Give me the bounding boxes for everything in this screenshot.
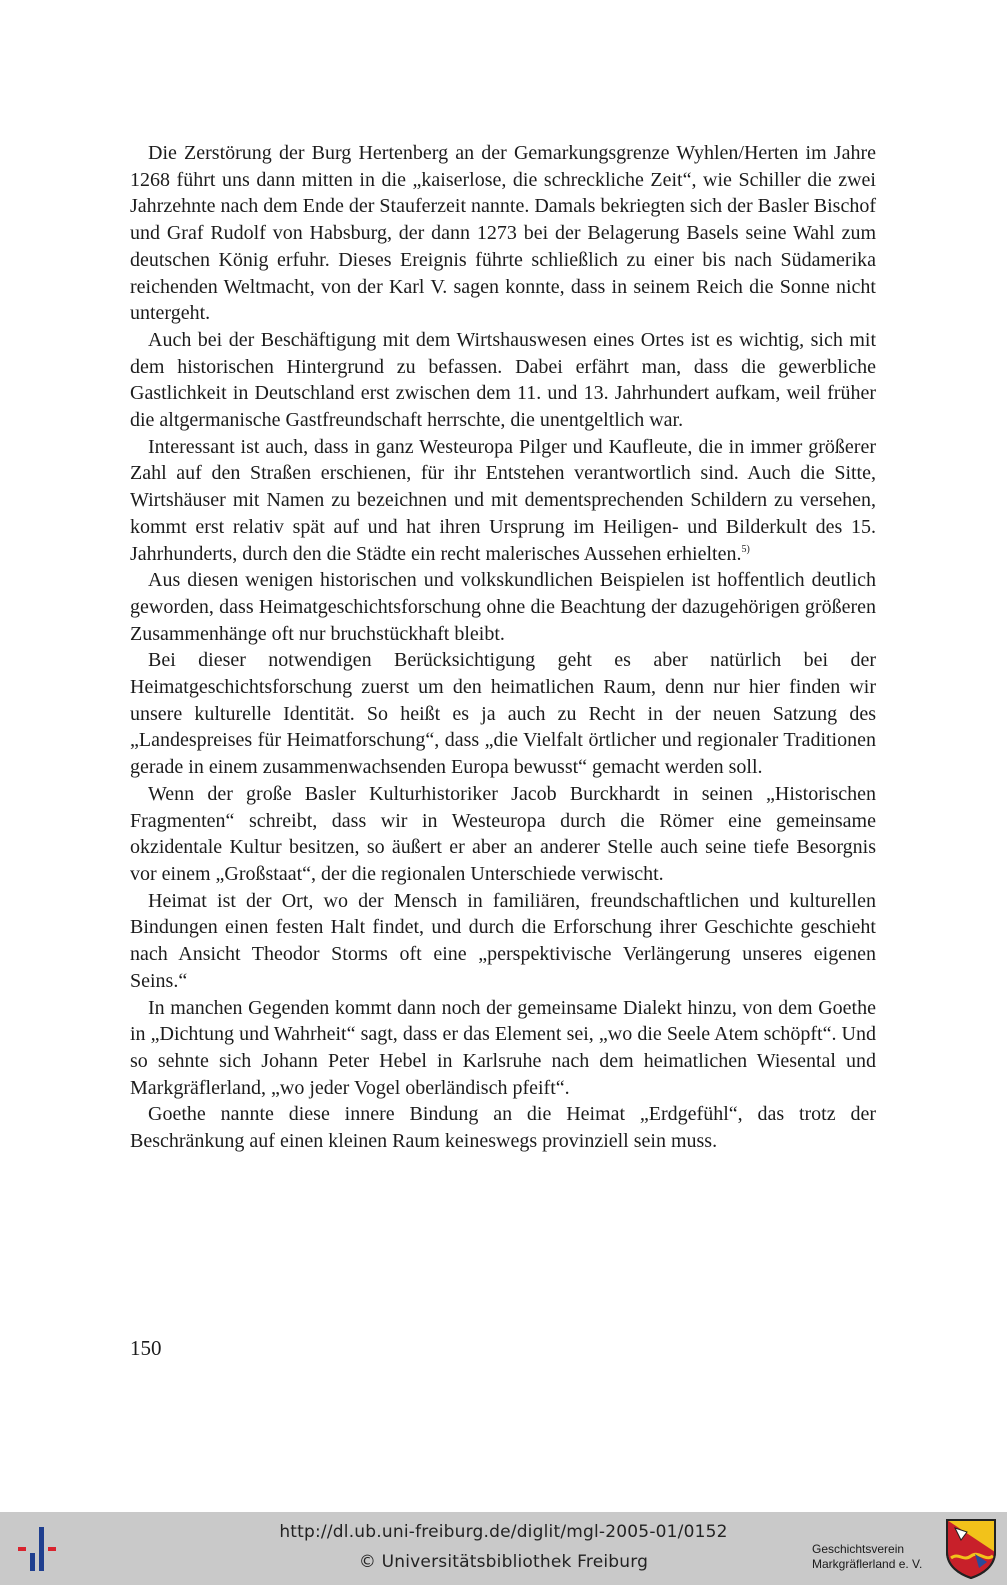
copyright-notice: © Universitätsbibliothek Freiburg (358, 1552, 649, 1572)
paragraph: Goethe nannte diese innere Bindung an die Heimat „Erdgefühl“, das trotz der Beschränkung auf einen kleinen Raum keineswegs provinziell sein muss. (130, 1103, 876, 1153)
page-number: 150 (130, 1336, 162, 1360)
coat-of-arms-icon[interactable] (945, 1518, 997, 1580)
paragraph: Wenn der große Basler Kulturhistoriker Jacob Burckhardt in seinen „Historischen Fragmenten“ schreibt, dass wir in Westeuropa durch die Römer eine gemeinsame okzidentale Kultur besitzen, so äußert er aber an anderer Stelle auch seine tiefe Besorgnis vor einem „Großstaat“, der die regionalen Unterschiede verwischt. (130, 782, 876, 885)
society-line-2: Markgräflerland e. V. (812, 1557, 923, 1571)
paragraph (130, 434, 876, 568)
page-body (130, 140, 876, 1155)
society-line-1: Geschichtsverein (812, 1542, 905, 1556)
footnote-marker[interactable]: 5) (741, 543, 750, 555)
paragraph: Die Zerstörung der Burg Hertenberg an der Gemarkungsgrenze Wyhlen/Herten im Jahre 1268 führt uns dann mitten in die „kaiserlose, die schreckliche Zeit“, wie Schiller die zwei Jahrzehnte nach dem Ende der Stauferzeit nannte. Damals bekriegten sich der Basler Bischof und Graf Rudolf von Habsburg, der dann 1273 bei der Belagerung Basels seine Wahl zum deutschen König erfuhr. Dieses Ereignis führte schließlich zu einer bis nach Südamerika reichenden Weltmacht, von der Karl V. sagen konnte, dass in seinem Reich die Sonne nicht untergeht. (130, 142, 876, 325)
paragraph: Aus diesen wenigen historischen und volkskundlichen Beispielen ist hoffentlich deutlich geworden, dass Heimatgeschichtsforschung ohne die Beachtung der dazugehörigen größeren Zusammenhänge oft nur bruchstückhaft bleibt. (130, 569, 876, 645)
paragraph: Bei dieser notwendigen Berücksichtigung geht es aber natürlich bei der Heimatgeschichtsforschung zuerst um den heimatlichen Raum, denn nur hier finden wir unsere kulturelle Identität. So heißt es ja auch zu Recht in der neuen Satzung des „Landespreises für Heimatforschung“, dass „die Vielfalt örtlicher und regionaler Traditionen gerade in einem zusammenwachsenden Europa bewusst“ gemacht werden soll. (130, 649, 876, 779)
paragraph: Auch bei der Beschäftigung mit dem Wirtshauswesen eines Ortes ist es wichtig, sich mit dem historischen Hintergrund zu befassen. Dabei erfährt man, dass die gewerbliche Gastlichkeit in Deutschland erst zwischen dem 11. und 13. Jahrhundert aufkam, weil früher die altgermanische Gastfreundschaft herrschte, die unentgeltlich war. (130, 328, 876, 432)
paragraph-text: Interessant ist auch, dass in ganz Westeuropa Pilger und Kaufleute, die in immer größerer Zahl auf den Straßen erschienen, für ihr Entstehen verantwortlich sind. Auch die Sitte, Wirtshäuser mit Namen zu bezeichnen und mit dementsprechenden Schildern zu versehen, kommt erst relativ spät auf und hat ihren Ursprung im Heiligen- und Bilderkult des 15. Jahrhunderts, durch den die Städte ein recht malerisches Aussehen erhielten. (130, 435, 876, 565)
paragraph: In manchen Gegenden kommt dann noch der gemeinsame Dialekt hinzu, von dem Goethe in „Dichtung und Wahrheit“ sagt, dass er das Element sei, „wo die Seele Atem schöpft“. Und so sehnte sich Johann Peter Hebel in Karlsruhe nach dem heimatlichen Wiesental und Markgräflerland, „wo jeder Vogel oberländisch pfeift“. (130, 996, 876, 1099)
source-url-link[interactable]: http://dl.ub.uni-freiburg.de/diglit/mgl-2005-01/0152 (279, 1522, 728, 1542)
footer-bar (0, 1512, 1007, 1585)
society-name[interactable] (812, 1542, 947, 1572)
paragraph: Heimat ist der Ort, wo der Mensch in familiären, freundschaftlichen und kulturellen Bindungen einen festen Halt findet, und durch die Erforschung ihrer Geschichte geschieht nach Ansicht Theodor Storms oft eine „perspektivische Verlängerung unseres eigenen Seins.“ (130, 889, 876, 992)
